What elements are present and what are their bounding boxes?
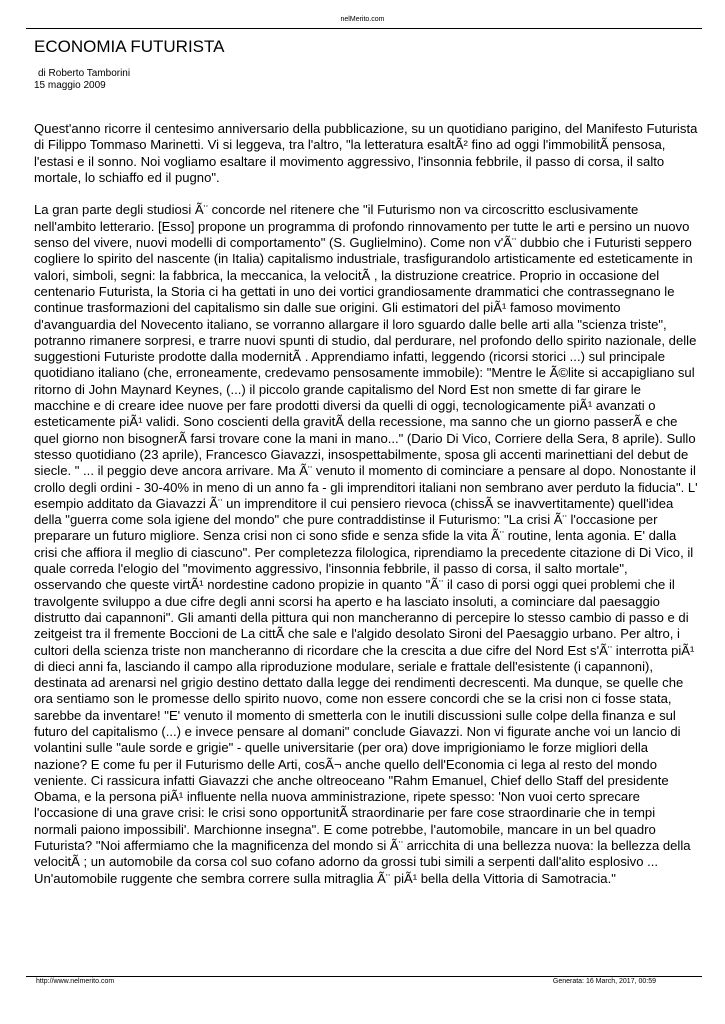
footer-generated-timestamp: Generata: 16 March, 2017, 00:59 — [552, 978, 656, 985]
site-header: nelMerito.com — [340, 16, 385, 23]
article-title: ECONOMIA FUTURISTA — [34, 37, 225, 56]
article-date: 15 maggio 2009 — [34, 80, 106, 91]
footer-url[interactable]: http://www.nelmerito.com — [36, 978, 115, 985]
paragraph-2: La gran parte degli studiosi Ã¨ concorde nel ritenere che "il Futurismo non va circoscritto esclusivamente nell'ambito letterario. [Esso] propone un programma di profondo rinnovamento per tutte le arti e persino un nuovo senso del vivere, nuovi modelli di comportamento" (S. Guglielmino). Come non v'Ã¨ dubbio che i Futuristi seppero cogliere lo spirito del nascente (in Italia) capitalismo industriale, trasfigurandolo artisticamente ed esteticamente in valori, simboli, segni: la fabbrica, la meccanica, la velocitÃ , la distruzione creatrice. Proprio in occasione del centenario Futurista, la Storia ci ha gettati in uno dei vortici grandiosamente drammatici che contrassegnano le continue trasformazioni del capitalismo sin dalle sue origini. Gli estimatori del piÃ¹ famoso movimento d'avanguardia del Novecento italiano, se vorranno allargare il loro sguardo dalle belle arti alla "scienza triste", potranno rimanere sorpresi, e trarre nuovi spunti di studio, dal perdurare, nel profondo dello spirito nazionale, delle suggestioni Futuriste prodotte dalla modernitÃ . Apprendiamo infatti, leggendo (ricorsi storici ...) sul principale quotidiano italiano (che, erroneamente, credevamo pensosamente immobile): "Mentre le Ã©lite si accapigliano sul ritorno di John Maynard Keynes, (...) il piccolo grande capitalismo del Nord Est non smette di far girare le macchine e di creare idee nuove per fare prodotti diversi da quelli di oggi, tecnologicamente piÃ¹ avanzati o esteticamente piÃ¹ validi. Sono coscienti della gravitÃ della recessione, ma sanno che un giorno passerÃ e che quel giorno non bisognerÃ farsi trovare cone la mani in mano..." (Dario Di Vico, Corriere della Sera, 8 aprile). Sullo stesso quotidiano (23 aprile), Francesco Giavazzi, insospettabilmente, sposa gli accenti marinettiani del debut de siecle. " ... il peggio deve ancora arrivare. Ma Ã¨ venuto il momento di cominciare a pensare al dopo. Nonostante il crollo degli ordini - 30-40% in meno di un anno fa - gli imprenditori italiani non sembrano aver perduto la fiducia". L' esempio additato da Giavazzi Ã¨ un imprenditore il cui pensiero rievoca (chissÃ se inavvertitamente) quell'idea della "guerra come sola igiene del mondo" che pure contraddistinse il Futurismo: "La crisi Ã¨ l'occasione per preparare un futuro migliore. Senza crisi non ci sono sfide e senza sfide la vita Ã¨ routine, lenta agonia. E' dalla crisi che affiora il meglio di ciascuno". Per completezza filologica, riprendiamo la precedente citazione di Di Vico, il quale correda l'elogio del "movimento aggressivo, l'insonnia febbrile, il passo di corsa, il salto mortale", osservando che queste virtÃ¹ nordestine cadono propizie in quanto "Ã¨ il caso di porsi oggi quei problemi che il travolgente sviluppo a due cifre degli anni scorsi ha aperto e ha lasciato insoluti, a cominciare dal paesaggio distrutto dai capannoni". Gli amanti della pittura qui non mancheranno di percepire lo stesso cambio di passo e di zeitgeist tra il fremente Boccioni de La cittÃ che sale e l'algido desolato Sironi del Paesaggio urbano. Per altro, i cultori della scienza triste non mancheranno di ricordare che la crescita a due cifre del Nord Est s'Ã¨ interrotta piÃ¹ di dieci anni fa, lasciando il campo alla riproduzione modulare, seriale e frattale dell'esistente (i capannoni), destinata ad arenarsi nel grigio destino dettato dalla legge dei rendimenti decrescenti. Ma dunque, se quelle che ora sentiamo son le promesse dello spirito nuovo, come non essere concordi che se la crisi non ci fosse stata, sarebbe da inventare! "E' venuto il momento di smetterla con le inutili discussioni sulle colpe della finanza e sul futuro del capitalismo (...) e invece pensare al domani" conclude Giavazzi. Non vi figurate anche voi un lancio di volantini sulle "aule sorde e grigie" - quelle universitarie (per ora) dove imprigioniamo le forze migliori della nazione? E come fu per il Futurismo delle Arti, cosÃ¬ anche quello dell'Economia ci lega al resto del mondo veniente. Ci rassicura infatti Giavazzi che anche oltreoceano "Rahm Emanuel, Chief dello Staff del presidente Obama, e la persona piÃ¹ influente nella nuova amministrazione, ripete spesso: 'Non vuoi certo sprecare l'occasione di una grave crisi: le crisi sono opportunitÃ straordinarie per fare cose straordinarie che in tempi normali paiono impossibili'. Marchionne insegna". E come potrebbe, l'automobile, mancare in un bel quadro Futurista? "Noi affermiamo che la magnificenza del mondo si Ã¨ arricchita di una bellezza nuova: la bellezza della velocitÃ ; un automobile da corsa col suo cofano adorno da grossi tubi simili a serpenti dall'alito esplosivo ... Un'automobile ruggente che sembra correre sulla mitraglia Ã¨ piÃ¹ bella della Vittoria di Samotracia." — [34, 202, 698, 886]
paragraph-1: Quest'anno ricorre il centesimo anniversario della pubblicazione, su un quotidiano parigino, del Manifesto Futurista di Filippo Tommaso Marinetti. Vi si leggeva, tra l'altro, "la letteratura esaltÃ² fino ad oggi l'immobilitÃ pensosa, l'estasi e il sonno. Noi vogliamo esaltare il movimento aggressivo, l'insonnia febbrile, il passo di corsa, il salto mortale, lo schiaffo ed il pugno". — [34, 121, 698, 185]
article-body — [34, 121, 698, 903]
article-meta — [34, 68, 130, 92]
header-divider — [26, 28, 702, 29]
article-author: di Roberto Tamborini — [38, 68, 131, 79]
